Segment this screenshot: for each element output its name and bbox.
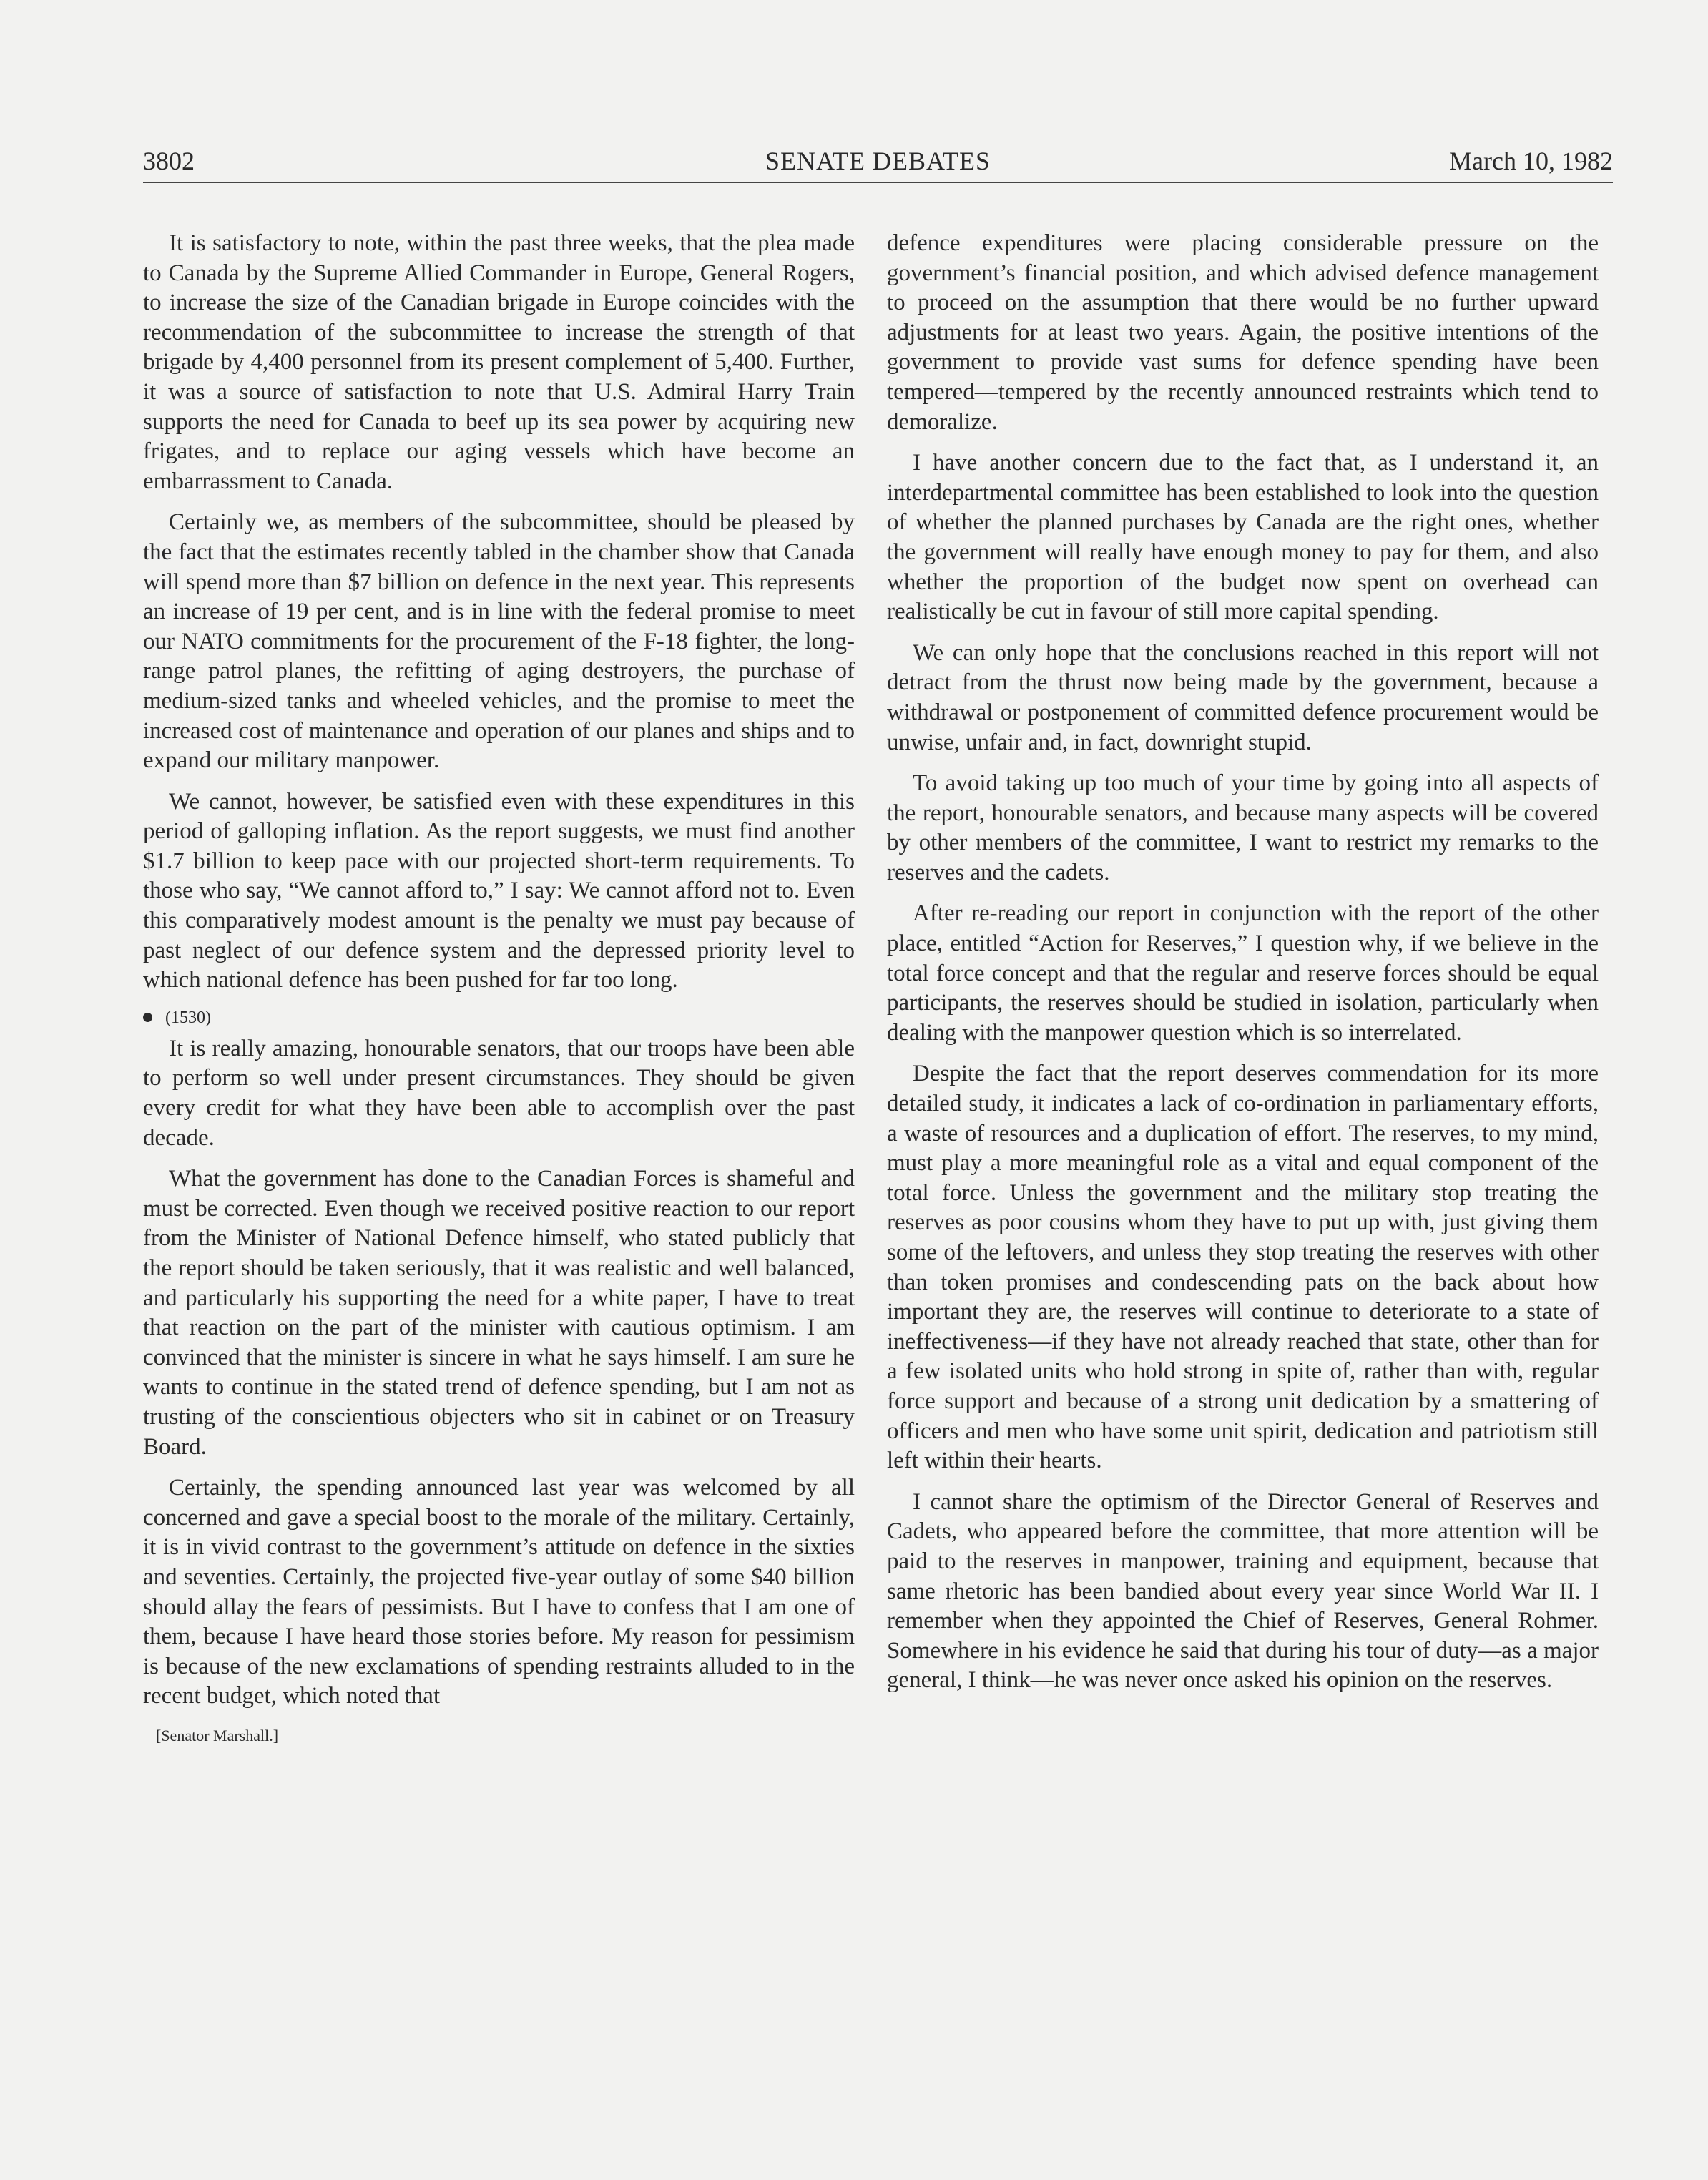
page-number: 3802	[143, 147, 195, 175]
paragraph-continuation: defence expenditures were placing considerable pressure on the government’s financial position, and which advised defence management to proceed on the assumption that there would be no further upward adjustments for at least two years. Again, the positive intentions of the government to provide vast sums for defence spending have been tempered—tempered by the recently announced restraints which tend to demoralize.	[887, 230, 1599, 435]
paragraph: After re-reading our report in conjunction with the report of the other place, entitled “Action for Reserves,” I question why, if we believe in the total force concept and that the regular and reserve forces should be equal participants, the reserves should be studied in isolation, particularly when dealing with the manpower question which is so interrelated.	[887, 900, 1599, 1046]
bullet-dot-icon	[143, 1013, 152, 1022]
speaker-footnote: [Senator Marshall.]	[156, 1726, 279, 1744]
paragraph: Certainly, the spending announced last year was welcomed by all concerned and gave a special boost to the morale of the military. Certainly, it is in vivid contrast to the government’s attitude on defence in the sixties and seventies. Certainly, the projected five-year outlay of some $40 billion should allay the fears of pessimists. But I have to confess that I am one of them, because I have heard those stories before. My reason for pessimism is because of the new exclamations of spending restraints alluded to in the recent budget, which noted that	[143, 1475, 855, 1709]
page-header	[143, 143, 1613, 183]
time-marker-label: (1530)	[165, 1008, 211, 1027]
publication-date: March 10, 1982	[1449, 147, 1613, 175]
paragraph: I have another concern due to the fact that, as I understand it, an interdepartmental committee has been established to look into the question of whether the planned purchases by Canada are the right ones, whether the government will really have enough money to pay for them, and also whether the proportion of the budget now spent on overhead can realistically be cut in favour of still more capital spending.	[887, 450, 1599, 625]
paragraph: It is really amazing, honourable senators, that our troops have been able to perform so well under present circumstances. They should be given every credit for what they have been able to accomplish over the past decade.	[143, 1035, 855, 1151]
paragraph: What the government has done to the Canadian Forces is shameful and must be corrected. Even though we received positive reaction to our report from the Minister of National Defence himself, who stated publicly that the report should be taken seriously, that it was realistic and well balanced, and particularly his supporting the need for a white paper, I have to treat that reaction on the part of the minister with cautious optimism. I am convinced that the minister is sincere in what he says himself. I am sure he wants to continue in the stated trend of defence spending, but I am not as trusting of the conscientious objecters who sit in cabinet or on Treasury Board.	[143, 1166, 855, 1460]
paragraph: I cannot share the optimism of the Director General of Reserves and Cadets, who appeared before the committee, that more attention will be paid to the reserves in manpower, training and equipment, because that same rhetoric has been bandied about every year since World War II. I remember when they appointed the Chief of Reserves, General Rohmer. Somewhere in his evidence he said that during his tour of duty—as a major general, I think—he was never once asked his opinion on the reserves.	[887, 1488, 1599, 1694]
paragraph: It is satisfactory to note, within the past three weeks, that the plea made to Canada by the Supreme Allied Commander in Europe, General Rogers, to increase the size of the Canadian brigade in Europe coincides with the recommendation of the subcommittee to increase the strength of that brigade by 4,400 personnel from its present complement of 5,400. Further, it was a source of satisfaction to note that U.S. Admiral Harry Train supports the need for Canada to beef up its sea power by acquiring new frigates, and to replace our aging vessels which have become an embarrassment to Canada.	[143, 230, 855, 494]
time-marker	[143, 1007, 855, 1028]
paragraph: We can only hope that the conclusions reached in this report will not detract from the thrust now being made by the government, because a withdrawal or postponement of committed defence procurement would be unwise, unfair and, in fact, downright stupid.	[887, 639, 1599, 755]
left-column	[143, 229, 855, 1746]
paragraph: To avoid taking up too much of your time by going into all aspects of the report, honourable senators, and because many aspects will be covered by other members of the committee, I want to restrict my remarks to the reserves and the cadets.	[887, 770, 1599, 885]
paragraph: We cannot, however, be satisfied even with these expenditures in this period of galloping inflation. As the report suggests, we must find another $1.7 billion to keep pace with our projected short-term requirements. To those who say, “We cannot afford to,” I say: We cannot afford not to. Even this comparatively modest amount is the penalty we must pay because of past neglect of our defence system and the depressed priority level to which national defence has been pushed for far too long.	[143, 788, 855, 993]
paragraph: Certainly we, as members of the subcommittee, should be pleased by the fact that the estimates recently tabled in the chamber show that Canada will spend more than $7 billion on defence in the next year. This represents an increase of 19 per cent, and is in line with the federal promise to meet our NATO commitments for the procurement of the F-18 fighter, the long-range patrol planes, the refitting of aging destroyers, the purchase of medium-sized tanks and wheeled vehicles, and the promise to meet the increased cost of maintenance and operation of our planes and ships and to expand our military manpower.	[143, 509, 855, 774]
right-column	[887, 229, 1599, 1707]
paragraph: Despite the fact that the report deserves commendation for its more detailed study, it indicates a lack of co-ordination in parliamentary efforts, a waste of resources and a duplication of effort. The reserves, to my mind, must play a more meaningful role as a vital and equal component of the total force. Unless the government and the military stop treating the reserves as poor cousins whom they have to put up with, just giving them some of the leftovers, and unless they stop treating the reserves with other than token promises and condescending pats on the back about how important they are, the reserves will continue to deteriorate to a state of ineffectiveness—if they have not already reached that state, other than for a few isolated units who hold strong in spite of, rather than with, regular force support and because of a strong unit dedication by a smattering of officers and men who have some unit spirit, dedication and patriotism still left within their hearts.	[887, 1061, 1599, 1474]
publication-title: SENATE DEBATES	[765, 147, 991, 175]
